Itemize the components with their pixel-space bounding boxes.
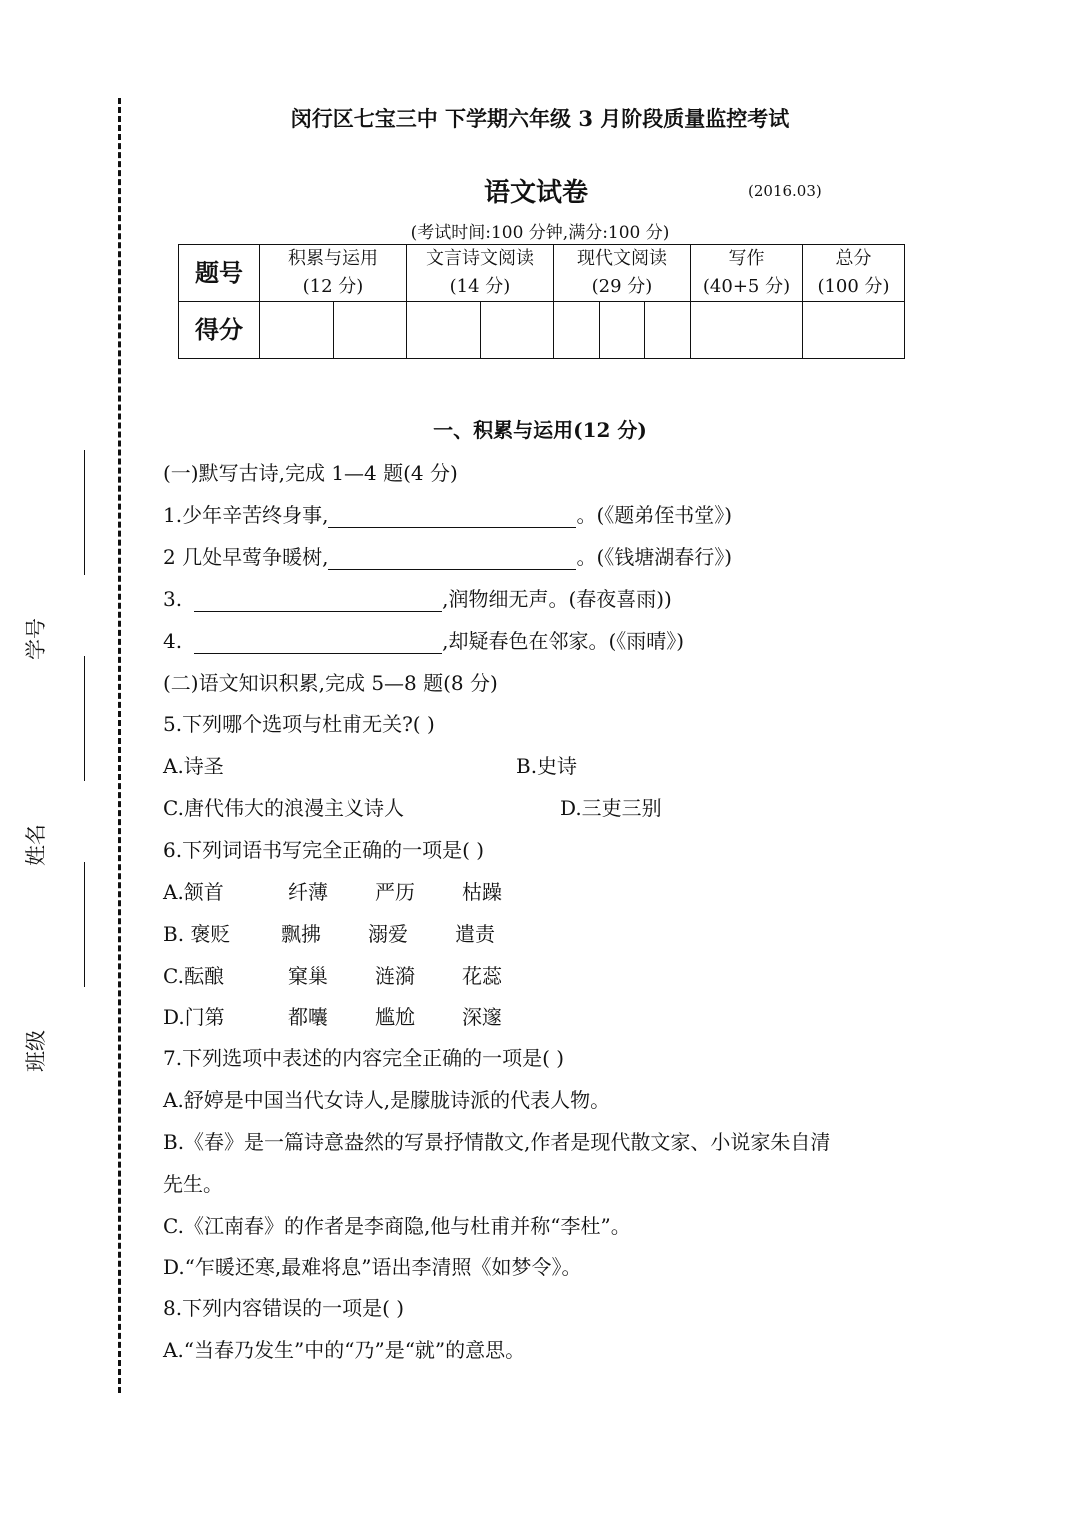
question-6: 6.下列词语书写完全正确的一项是( )	[163, 838, 485, 862]
col-header-1: 积累与运用 (12 分)	[260, 245, 407, 302]
question-3: 3. ,润物细无声。(春夜喜雨))	[163, 587, 672, 611]
question-4: 4. ,却疑春色在邻家。(《雨晴》)	[163, 629, 685, 653]
q5-option-b: B.史诗	[516, 754, 578, 778]
student-id-label: 学号	[24, 618, 48, 660]
answer-blank[interactable]	[194, 631, 442, 654]
q5-option-c: C.唐代伟大的浪漫主义诗人	[163, 796, 404, 820]
paper-date: (2016.03)	[748, 182, 822, 200]
q6-option-a: A.颔首 纤薄 严历 枯躁	[163, 880, 502, 904]
q5-option-a: A.诗圣	[163, 754, 224, 778]
q7-option-d: D.“乍暖还寒,最难将息”语出李清照《如梦令》。	[163, 1255, 582, 1279]
exam-info: (考试时间:100 分钟,满分:100 分)	[410, 223, 670, 243]
question-5: 5.下列哪个选项与杜甫无关?( )	[163, 712, 435, 736]
class-label: 班级	[24, 1030, 48, 1072]
student-id-field	[24, 450, 100, 660]
score-cell[interactable]	[480, 302, 554, 359]
col-header-4: 写作 (40+5 分)	[691, 245, 803, 302]
name-field	[24, 656, 100, 866]
score-cell[interactable]	[803, 302, 905, 359]
q6-option-c: C.酝酿 窠巢 涟漪 花蕊	[163, 964, 502, 988]
q7-option-b: B.《春》是一篇诗意盎然的写景抒情散文,作者是现代散文家、小说家朱自清	[163, 1130, 831, 1154]
class-field	[24, 862, 100, 1072]
binding-dashed-line	[118, 98, 121, 1393]
q7-option-a: A.舒婷是中国当代女诗人,是朦胧诗派的代表人物。	[163, 1088, 611, 1112]
score-cell[interactable]	[407, 302, 481, 359]
answer-blank[interactable]	[328, 505, 576, 528]
question-2: 2 几处早莺争暖树, 。(《钱塘湖春行》)	[163, 545, 733, 569]
q6-option-d: D.门第 都囔 尴尬 深邃	[163, 1005, 502, 1029]
col-header-5: 总分 (100 分)	[803, 245, 905, 302]
score-table	[178, 244, 905, 359]
answer-blank[interactable]	[328, 547, 576, 570]
name-label: 姓名	[24, 824, 48, 866]
score-cell[interactable]	[554, 302, 600, 359]
question-number-label: 题号	[179, 245, 260, 302]
section-1-title: 一、积累与运用(12 分)	[433, 418, 647, 442]
paper-title: 语文试卷	[484, 178, 589, 208]
question-8: 8.下列内容错误的一项是( )	[163, 1296, 405, 1320]
q6-option-b: B. 褒贬 飘拂 溺爱 遣责	[163, 922, 495, 946]
score-cell[interactable]	[333, 302, 407, 359]
question-1: 1.少年辛苦终身事, 。(《题弟侄书堂》)	[163, 503, 733, 527]
score-cell[interactable]	[691, 302, 803, 359]
col-header-2: 文言诗文阅读 (14 分)	[407, 245, 554, 302]
q7-option-c: C.《江南春》的作者是李商隐,他与杜甫并称“李杜”。	[163, 1214, 631, 1238]
col-header-3: 现代文阅读 (29 分)	[554, 245, 691, 302]
answer-blank[interactable]	[194, 589, 442, 612]
q8-option-a: A.“当春乃发生”中的“乃”是“就”的意思。	[163, 1338, 526, 1362]
question-7: 7.下列选项中表述的内容完全正确的一项是( )	[163, 1046, 565, 1070]
score-cell[interactable]	[645, 302, 691, 359]
score-cell[interactable]	[599, 302, 645, 359]
q7-option-b-cont: 先生。	[163, 1172, 223, 1196]
part-2-heading: (二)语文知识积累,完成 5—8 题(8 分)	[163, 671, 498, 695]
q5-option-d: D.三吏三别	[560, 796, 662, 820]
part-1-heading: (一)默写古诗,完成 1—4 题(4 分)	[163, 461, 458, 485]
score-label: 得分	[179, 302, 260, 359]
score-cell[interactable]	[260, 302, 334, 359]
exam-title: 闵行区七宝三中 下学期六年级 3 月阶段质量监控考试	[290, 106, 790, 131]
